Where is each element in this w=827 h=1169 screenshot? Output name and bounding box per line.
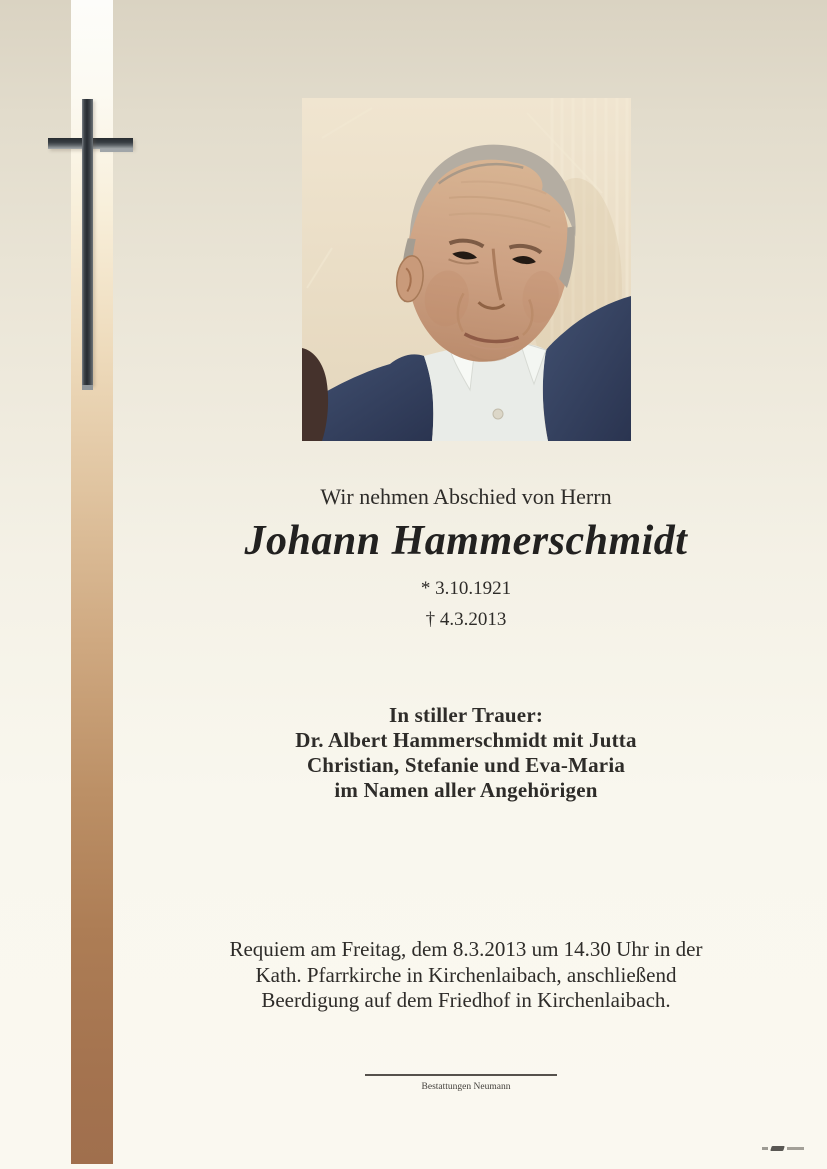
funeral-home-name: Bestattungen Neumann bbox=[421, 1082, 511, 1092]
mourning-line: Christian, Stefanie und Eva-Maria bbox=[306, 753, 626, 777]
mourning-block bbox=[105, 703, 827, 803]
mourning-line: Dr. Albert Hammerschmidt mit Jutta bbox=[295, 728, 637, 752]
birth-date: * 3.10.1921 bbox=[420, 578, 512, 599]
watermark-mark bbox=[762, 1147, 768, 1150]
card-content bbox=[105, 0, 827, 1169]
printer-watermark-icon bbox=[762, 1144, 812, 1152]
deceased-name: Johann Hammerschmidt bbox=[244, 518, 688, 564]
mourning-title: In stiller Trauer: bbox=[388, 703, 544, 727]
service-line: Requiem am Freitag, dem 8.3.2013 um 14.30 Uhr in der bbox=[229, 937, 703, 961]
funeral-home-block bbox=[105, 1074, 827, 1092]
service-line: Kath. Pfarrkirche in Kirchenlaibach, anschließend bbox=[255, 962, 677, 987]
cross-vertical-bar bbox=[82, 99, 93, 385]
service-announcement bbox=[105, 937, 827, 1014]
watermark-mark bbox=[787, 1147, 804, 1150]
farewell-intro: Wir nehmen Abschied von Herrn bbox=[320, 484, 612, 509]
watermark-mark bbox=[770, 1146, 785, 1151]
death-date: † 4.3.2013 bbox=[425, 609, 507, 630]
service-line: Beerdigung auf dem Friedhof in Kirchenlaibach. bbox=[261, 988, 671, 1012]
mourning-line: im Namen aller Angehörigen bbox=[334, 778, 598, 802]
